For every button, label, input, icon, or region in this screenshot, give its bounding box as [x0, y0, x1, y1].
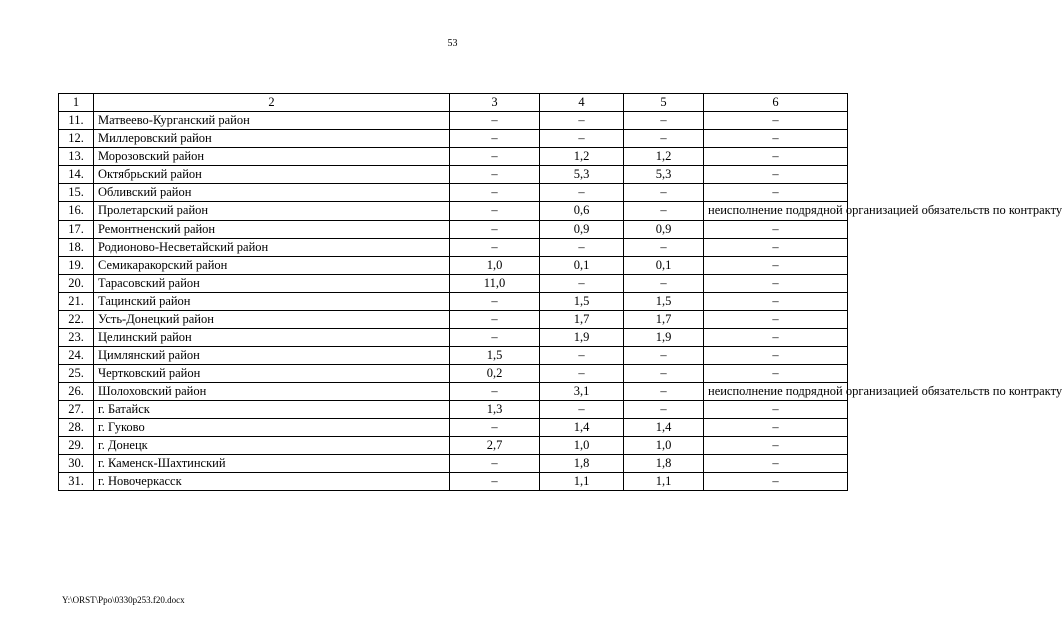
row-name: Тацинский район [94, 292, 450, 310]
row-name: г. Гуково [94, 419, 450, 437]
row-col6: неисполнение подрядной организацией обязательств по контракту [704, 202, 848, 221]
row-col4: 1,1 [540, 473, 624, 491]
row-col4: 3,1 [540, 382, 624, 401]
header-cell-2: 2 [94, 94, 450, 112]
row-col5: 1,5 [624, 292, 704, 310]
table-body [59, 94, 1062, 491]
row-col4: 0,1 [540, 256, 624, 274]
row-name: Миллеровский район [94, 130, 450, 148]
row-col6: неисполнение подрядной организацией обязательств по контракту [704, 382, 848, 401]
row-col4: 1,2 [540, 148, 624, 166]
table-row [59, 310, 848, 328]
row-number: 14. [59, 166, 94, 184]
row-name: Пролетарский район [94, 202, 450, 221]
page-number: 53 [447, 38, 458, 49]
row-col4: – [540, 112, 624, 130]
row-col6: – [704, 220, 848, 238]
row-col5: – [624, 130, 704, 148]
row-col5: – [624, 382, 704, 401]
row-col3: 1,0 [450, 256, 540, 274]
row-col5: 5,3 [624, 166, 704, 184]
row-col4: 0,9 [540, 220, 624, 238]
row-name: г. Батайск [94, 401, 450, 419]
row-col3: – [450, 112, 540, 130]
row-col6: – [704, 437, 848, 455]
row-col3: – [450, 455, 540, 473]
table-row [59, 166, 848, 184]
row-col5: 1,8 [624, 455, 704, 473]
row-number: 28. [59, 419, 94, 437]
row-col5: 1,7 [624, 310, 704, 328]
row-col4: 1,9 [540, 328, 624, 346]
row-col3: – [450, 130, 540, 148]
row-col4: – [540, 274, 624, 292]
row-col5: – [624, 364, 704, 382]
row-number: 16. [59, 202, 94, 221]
table-row [59, 292, 848, 310]
row-col5: 1,4 [624, 419, 704, 437]
table-row [59, 130, 848, 148]
row-col3: 11,0 [450, 274, 540, 292]
row-col6: – [704, 184, 848, 202]
row-col6: – [704, 473, 848, 491]
table-header-row [59, 94, 848, 112]
row-number: 13. [59, 148, 94, 166]
row-col3: 0,2 [450, 364, 540, 382]
row-col3: – [450, 310, 540, 328]
row-col5: 1,1 [624, 473, 704, 491]
row-name: Обливский район [94, 184, 450, 202]
row-col3: – [450, 473, 540, 491]
row-col4: – [540, 238, 624, 256]
table-row [59, 274, 848, 292]
row-col3: – [450, 292, 540, 310]
row-col3: – [450, 328, 540, 346]
table-row [59, 382, 848, 401]
row-number: 18. [59, 238, 94, 256]
header-cell-5: 5 [624, 94, 704, 112]
row-number: 27. [59, 401, 94, 419]
row-col6: – [704, 130, 848, 148]
row-col3: 2,7 [450, 437, 540, 455]
row-col6: – [704, 455, 848, 473]
table-row [59, 346, 848, 364]
table-row [59, 419, 848, 437]
row-name: г. Каменск-Шахтинский [94, 455, 450, 473]
row-col3: – [450, 238, 540, 256]
row-col5: 1,0 [624, 437, 704, 455]
table-row [59, 364, 848, 382]
row-name: Семикаракорский район [94, 256, 450, 274]
header-cell-3: 3 [450, 94, 540, 112]
row-name: Октябрьский район [94, 166, 450, 184]
row-col6: – [704, 292, 848, 310]
row-col5: – [624, 238, 704, 256]
header-cell-1: 1 [59, 94, 94, 112]
data-table [58, 93, 1062, 491]
row-col3: – [450, 166, 540, 184]
row-col3: – [450, 382, 540, 401]
row-number: 24. [59, 346, 94, 364]
header-cell-4: 4 [540, 94, 624, 112]
row-col5: 1,2 [624, 148, 704, 166]
row-col5: – [624, 202, 704, 221]
row-col6: – [704, 346, 848, 364]
table-row [59, 220, 848, 238]
row-col6: – [704, 238, 848, 256]
row-col3: – [450, 202, 540, 221]
row-col4: 1,7 [540, 310, 624, 328]
header-cell-6: 6 [704, 94, 848, 112]
table-row [59, 112, 848, 130]
row-name: Матвеево-Курганский район [94, 112, 450, 130]
row-col3: – [450, 419, 540, 437]
table-row [59, 328, 848, 346]
row-col4: 1,5 [540, 292, 624, 310]
row-col6: – [704, 364, 848, 382]
row-number: 22. [59, 310, 94, 328]
row-col4: 1,4 [540, 419, 624, 437]
row-col5: 0,9 [624, 220, 704, 238]
row-col3: 1,5 [450, 346, 540, 364]
row-col6: – [704, 166, 848, 184]
row-col4: 0,6 [540, 202, 624, 221]
row-number: 15. [59, 184, 94, 202]
table-row [59, 473, 848, 491]
row-name: Целинский район [94, 328, 450, 346]
row-number: 30. [59, 455, 94, 473]
row-col4: 1,0 [540, 437, 624, 455]
row-number: 29. [59, 437, 94, 455]
row-col6: – [704, 256, 848, 274]
row-name: Цимлянский район [94, 346, 450, 364]
row-number: 20. [59, 274, 94, 292]
table-row [59, 401, 848, 419]
row-col4: – [540, 184, 624, 202]
row-col5: – [624, 401, 704, 419]
row-name: г. Новочеркасск [94, 473, 450, 491]
row-col5: – [624, 112, 704, 130]
table-row [59, 238, 848, 256]
row-number: 26. [59, 382, 94, 401]
table-row [59, 184, 848, 202]
row-col3: 1,3 [450, 401, 540, 419]
row-col6: – [704, 328, 848, 346]
row-col6: – [704, 112, 848, 130]
row-number: 19. [59, 256, 94, 274]
row-number: 25. [59, 364, 94, 382]
row-number: 21. [59, 292, 94, 310]
row-name: Чертковский район [94, 364, 450, 382]
row-name: г. Донецк [94, 437, 450, 455]
row-col6: – [704, 310, 848, 328]
table-row [59, 202, 848, 221]
row-col6: – [704, 274, 848, 292]
row-name: Шолоховский район [94, 382, 450, 401]
row-col6: – [704, 419, 848, 437]
footer-file-path: Y:\ORST\Ppo\0330p253.f20.docx [62, 595, 185, 605]
row-col4: – [540, 346, 624, 364]
row-col4: 1,8 [540, 455, 624, 473]
row-col5: – [624, 274, 704, 292]
row-number: 11. [59, 112, 94, 130]
row-name: Ремонтненский район [94, 220, 450, 238]
row-col3: – [450, 220, 540, 238]
row-col6: – [704, 401, 848, 419]
row-col3: – [450, 184, 540, 202]
row-col4: – [540, 401, 624, 419]
row-col4: – [540, 364, 624, 382]
row-col4: 5,3 [540, 166, 624, 184]
row-col5: – [624, 346, 704, 364]
row-col3: – [450, 148, 540, 166]
row-name: Тарасовский район [94, 274, 450, 292]
table-row [59, 148, 848, 166]
row-col6: – [704, 148, 848, 166]
row-name: Родионово-Несветайский район [94, 238, 450, 256]
row-name: Усть-Донецкий район [94, 310, 450, 328]
row-number: 12. [59, 130, 94, 148]
row-number: 31. [59, 473, 94, 491]
row-name: Морозовский район [94, 148, 450, 166]
row-col5: 1,9 [624, 328, 704, 346]
row-col5: – [624, 184, 704, 202]
row-col4: – [540, 130, 624, 148]
row-col5: 0,1 [624, 256, 704, 274]
row-number: 23. [59, 328, 94, 346]
table-row [59, 437, 848, 455]
row-number: 17. [59, 220, 94, 238]
table-row [59, 256, 848, 274]
table-row [59, 455, 848, 473]
